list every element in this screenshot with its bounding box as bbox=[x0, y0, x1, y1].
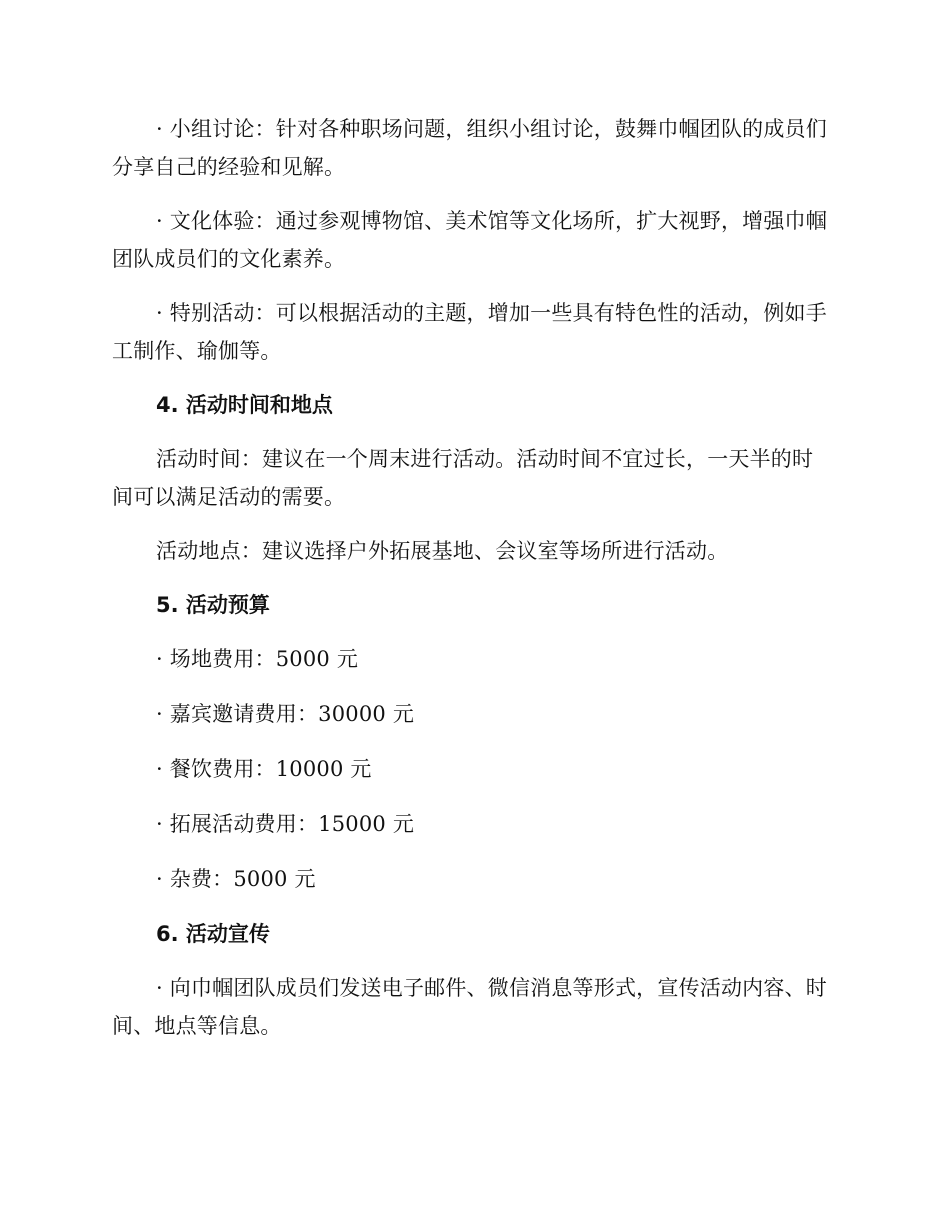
paragraph-activity-time: 活动时间：建议在一个周末进行活动。活动时间不宜过长，一天半的时间可以满足活动的需要。 bbox=[112, 447, 814, 509]
paragraph-promotion: · 向巾帼团队成员们发送电子邮件、微信消息等形式，宣传活动内容、时间、地点等信息。 bbox=[112, 976, 827, 1038]
budget-item-outdoor: · 拓展活动费用：15000 元 bbox=[156, 812, 415, 836]
document-page bbox=[112, 110, 832, 1061]
section-heading-promotion: 6. 活动宣传 bbox=[156, 922, 270, 946]
paragraph-cultural-experience: · 文化体验：通过参观博物馆、美术馆等文化场所，扩大视野，增强巾帼团队成员们的文化素养。 bbox=[112, 209, 827, 271]
paragraph-special-activity: · 特别活动：可以根据活动的主题，增加一些具有特色性的活动，例如手工制作、瑜伽等。 bbox=[112, 301, 827, 363]
budget-item-guests: · 嘉宾邀请费用：30000 元 bbox=[156, 702, 415, 726]
paragraph-group-discussion: · 小组讨论：针对各种职场问题，组织小组讨论，鼓舞巾帼团队的成员们分享自己的经验和见解。 bbox=[112, 117, 827, 179]
budget-item-venue: · 场地费用：5000 元 bbox=[156, 647, 359, 671]
budget-item-misc: · 杂费：5000 元 bbox=[156, 867, 316, 891]
section-heading-budget: 5. 活动预算 bbox=[156, 593, 270, 617]
paragraph-activity-location: 活动地点：建议选择户外拓展基地、会议室等场所进行活动。 bbox=[156, 539, 729, 563]
budget-item-catering: · 餐饮费用：10000 元 bbox=[156, 757, 372, 781]
section-heading-time-location: 4. 活动时间和地点 bbox=[156, 393, 333, 417]
